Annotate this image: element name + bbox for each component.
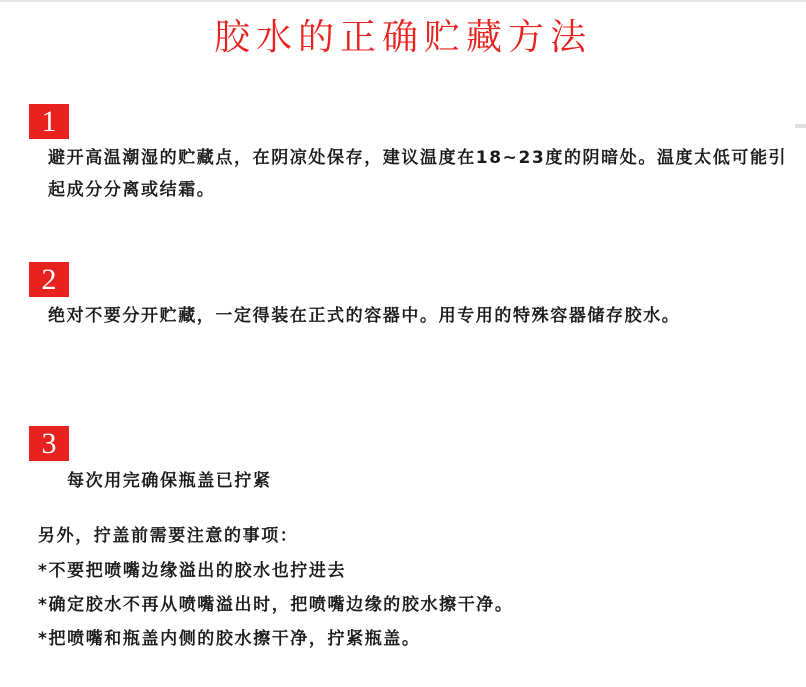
section-text-3: 每次用完确保瓶盖已拧紧	[67, 471, 272, 491]
section-number-badge-3: 3	[29, 426, 69, 461]
section-text-1: 避开高温潮湿的贮藏点，在阴凉处保存，建议温度在18~23度的阴暗处。温度太低可能引起成分分离或结霜。	[48, 148, 788, 200]
section-number-badge-2: 2	[29, 262, 69, 297]
notes-heading: 另外，拧盖前需要注意的事项：	[38, 526, 299, 546]
section-text-2: 绝对不要分开贮藏，一定得装在正式的容器中。用专用的特殊容器储存胶水。	[48, 306, 681, 326]
top-divider	[0, 0, 806, 2]
edge-mark	[795, 124, 806, 128]
page-title: 胶水的正确贮藏方法	[213, 17, 592, 58]
section-number-badge-1: 1	[29, 104, 69, 139]
notes-item-2: *确定胶水不再从喷嘴溢出时，把喷嘴边缘的胶水擦干净。	[38, 595, 514, 615]
notes-item-1: *不要把喷嘴边缘溢出的胶水也拧进去	[38, 561, 347, 581]
notes-item-3: *把喷嘴和瓶盖内侧的胶水擦干净，拧紧瓶盖。	[38, 629, 421, 649]
